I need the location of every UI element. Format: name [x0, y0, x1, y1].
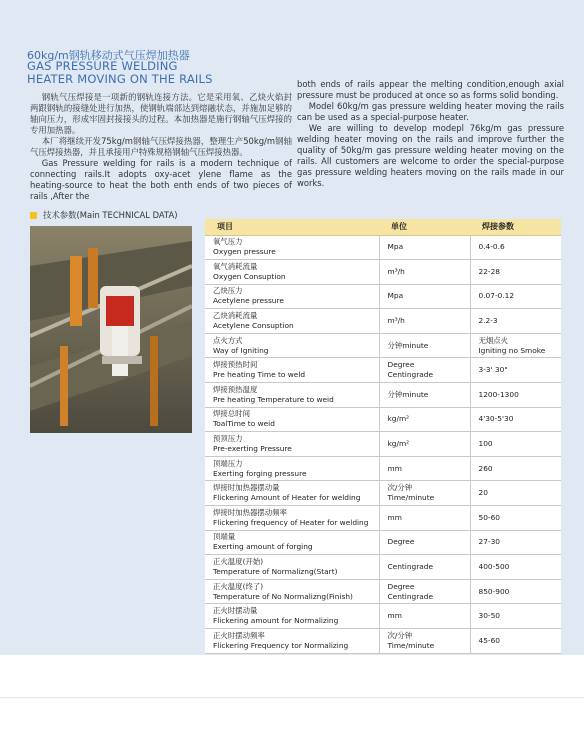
item-en: Oxygen pressure: [213, 247, 276, 257]
item-en: Exerting forging pressure: [213, 468, 307, 478]
unit-cell: [379, 260, 470, 285]
value-cell: [470, 530, 561, 555]
value-line1: 50-60: [478, 512, 500, 522]
unit-line1: Degree: [387, 581, 415, 591]
footer-divider: [0, 697, 584, 698]
unit-line1: kg/m²: [387, 439, 410, 449]
table-row: [205, 309, 561, 334]
value-line1: 1200-1300: [478, 389, 519, 399]
table-row: [205, 358, 561, 383]
tech-data-heading-label: 技术参数(Main TECHNICAL DATA): [43, 210, 178, 220]
item-cell: [205, 456, 379, 481]
value-cell: [470, 604, 561, 629]
item-en: Exerting amount of forging: [213, 542, 313, 552]
table-row: [205, 407, 561, 432]
header-unit: 单位: [379, 219, 470, 235]
item-cn: 正火温度(开始): [213, 557, 264, 567]
intro-cn-paragraph-1: 钢轨气压焊接是一项新的钢轨连接方法。它是采用氧、乙炔火焰封两跟钢轨的接缝处进行加热，使钢轨端部达到熔融状态，并施加足够的轴向压力，形成牢固封接接头的过程。本加热器是施行钢轴气压焊接的专用加热器。: [30, 92, 292, 135]
item-cell: [205, 432, 379, 457]
value-cell: [470, 629, 561, 654]
unit-cell: [379, 383, 470, 408]
value-line1: 无烟点火: [478, 335, 509, 345]
item-en: Acetylene pressure: [213, 296, 284, 306]
footer-area: [0, 655, 584, 744]
item-cell: [205, 235, 379, 260]
unit-line1: 分钟minute: [387, 340, 429, 350]
value-line2: Igniting no Smoke: [478, 345, 546, 355]
item-cn: 点火方式: [213, 335, 243, 345]
title-english: [27, 60, 213, 86]
item-cn: 焊接时加热器摆动频率: [213, 507, 287, 517]
item-cn: 氧气消耗流量: [213, 261, 258, 271]
unit-line1: mm: [387, 611, 402, 621]
unit-cell: [379, 506, 470, 531]
table-row: [205, 432, 561, 457]
item-cn: 顶端压力: [213, 458, 243, 468]
value-cell: [470, 235, 561, 260]
item-cell: [205, 530, 379, 555]
unit-line1: 次/分钟: [387, 483, 413, 493]
table-row: [205, 456, 561, 481]
value-line1: 20: [478, 488, 488, 498]
unit-line2: Centingrade: [387, 591, 434, 601]
unit-line1: 分钟minute: [387, 389, 429, 399]
item-cn: 预顶压力: [213, 434, 243, 444]
item-cell: [205, 309, 379, 334]
value-cell: [470, 407, 561, 432]
item-cn: 乙炔消耗流量: [213, 311, 258, 321]
item-en: Acetylene Consuption: [213, 321, 294, 331]
intro-en-paragraph-1-continued: both ends of rails appear the melting condition,enough axial pressure must be produced at once so as forms solid bonding.: [297, 79, 564, 100]
item-cell: [205, 333, 379, 358]
table-row: [205, 629, 561, 654]
table-row: [205, 555, 561, 580]
unit-cell: [379, 604, 470, 629]
value-cell: [470, 456, 561, 481]
value-line1: 0.4-0.6: [478, 242, 505, 252]
tech-data-table: [205, 219, 561, 654]
value-cell: [470, 432, 561, 457]
item-en: Temperature of Normalizng(Start): [213, 567, 338, 577]
item-cn: 正火时摆动量: [213, 606, 258, 616]
intro-right-column: [297, 79, 564, 189]
table-row: [205, 260, 561, 285]
value-cell: [470, 383, 561, 408]
item-cell: [205, 481, 379, 506]
item-cn: 氧气压力: [213, 237, 243, 247]
title-english-line1: GAS PRESSURE WELDING: [27, 59, 178, 73]
unit-cell: [379, 309, 470, 334]
table-header-row: [205, 219, 561, 235]
unit-cell: [379, 555, 470, 580]
table-row: [205, 333, 561, 358]
item-en: Pre heating Time to weld: [213, 370, 306, 380]
unit-cell: [379, 456, 470, 481]
item-cell: [205, 506, 379, 531]
title-english-line2: HEATER MOVING ON THE RAILS: [27, 72, 213, 86]
item-en: Temperature of No Normalizng(Finish): [213, 591, 353, 601]
tech-data-heading: [30, 209, 177, 221]
item-cn: 乙炔压力: [213, 286, 243, 296]
unit-cell: [379, 235, 470, 260]
item-cn: 正火时摆动频率: [213, 630, 265, 640]
value-cell: [470, 358, 561, 383]
item-cell: [205, 629, 379, 654]
item-en: ToalTime to weid: [213, 419, 275, 429]
value-cell: [470, 309, 561, 334]
item-en: Flickering Amount of Heater for welding: [213, 493, 361, 503]
value-line1: 100: [478, 439, 493, 449]
value-line1: 4'30-5'30: [478, 414, 514, 424]
item-cell: [205, 358, 379, 383]
item-en: Oxygen Consuption: [213, 271, 286, 281]
table-row: [205, 383, 561, 408]
unit-line1: mm: [387, 463, 402, 473]
intro-en-paragraph-1: Gas Pressure welding for rails is a modern technique of connecting rails.It adopts oxy-acet ylene flame as the heating-source to heat the both enth ends of two pieces of rails ,After the: [30, 158, 292, 201]
value-cell: [470, 579, 561, 604]
intro-cn-paragraph-2: 本厂将继续开发75kg/m钢轴气压焊接热器，整理生产50kg/m钢轴气压焊接热器，并且承接用户特殊规格钢轴气压焊接热器。: [30, 136, 292, 157]
item-cell: [205, 604, 379, 629]
item-en: Pre heating Temperature to weid: [213, 394, 334, 404]
item-cn: 焊接时加热器摆动量: [213, 483, 280, 493]
item-en: Flickering amount for Normalizing: [213, 616, 339, 626]
value-line1: 260: [478, 463, 493, 473]
value-line1: 22-28: [478, 266, 500, 276]
table-row: [205, 481, 561, 506]
item-en: Flickering frequency of Heater for welding: [213, 517, 369, 527]
value-line1: 850-900: [478, 586, 510, 596]
unit-line1: Mpa: [387, 242, 404, 252]
value-line1: 27-30: [478, 537, 500, 547]
intro-en-paragraph-2: Model 60kg/m gas pressure welding heater moving the rails can be used as a special-purpose heater.: [297, 101, 564, 122]
intro-en-paragraph-3: We are willing to develop modepl 76kg/m gas pressure welding heater moving on the rails and improve further the quality of 50kg/m gas pressure welding heater moving on the rails. All customers are welcome to order the special-purpose gas pressure welding heaters moving on the rails made in our works.: [297, 123, 564, 188]
value-line1: 400-500: [478, 562, 510, 572]
item-cn: 焊接总时间: [213, 409, 250, 419]
bullet-icon: [30, 212, 37, 219]
unit-line1: mm: [387, 512, 402, 522]
value-cell: [470, 333, 561, 358]
unit-line1: Mpa: [387, 291, 404, 301]
unit-line1: Centingrade: [387, 562, 434, 572]
item-en: Way of Igniting: [213, 345, 269, 355]
unit-line1: Degree: [387, 360, 415, 370]
heater-photo-image: [30, 226, 192, 433]
table-row: [205, 506, 561, 531]
value-line1: 45-60: [478, 635, 500, 645]
unit-cell: [379, 284, 470, 309]
item-en: Flickering Frequency tor Normalizing: [213, 640, 349, 650]
item-cn: 正火温度(终了): [213, 581, 264, 591]
value-line1: 2.2-3: [478, 316, 498, 326]
intro-left-column: [30, 92, 292, 202]
value-cell: [470, 506, 561, 531]
unit-line1: 次/分钟: [387, 630, 413, 640]
unit-line1: Degree: [387, 537, 415, 547]
item-cell: [205, 383, 379, 408]
value-line1: 3-3' 30": [478, 365, 508, 375]
unit-cell: [379, 407, 470, 432]
item-cn: 焊接预热温度: [213, 384, 258, 394]
unit-line1: m³/h: [387, 316, 405, 326]
header-item: 项目: [205, 219, 379, 235]
item-cell: [205, 407, 379, 432]
unit-cell: [379, 481, 470, 506]
unit-line2: Centingrade: [387, 370, 434, 380]
unit-cell: [379, 579, 470, 604]
table-row: [205, 604, 561, 629]
heater-photo: [30, 226, 192, 433]
value-cell: [470, 260, 561, 285]
item-cell: [205, 555, 379, 580]
table-row: [205, 235, 561, 260]
unit-line1: m³/h: [387, 266, 405, 276]
table-row: [205, 284, 561, 309]
item-cell: [205, 284, 379, 309]
item-cell: [205, 260, 379, 285]
header-parameter: 焊接参数: [470, 219, 561, 235]
unit-cell: [379, 530, 470, 555]
unit-line1: kg/m²: [387, 414, 410, 424]
unit-cell: [379, 333, 470, 358]
item-en: Pre-exerting Pressure: [213, 444, 292, 454]
value-cell: [470, 481, 561, 506]
unit-line2: Time/minute: [387, 493, 435, 503]
table-row: [205, 530, 561, 555]
value-line1: 0.07-0.12: [478, 291, 515, 301]
unit-line2: Time/minute: [387, 640, 435, 650]
table-row: [205, 579, 561, 604]
value-cell: [470, 284, 561, 309]
unit-cell: [379, 358, 470, 383]
item-cn: 焊接预热时间: [213, 360, 258, 370]
title-chinese: 60kg/m钢轨移动式气压焊加热器: [27, 49, 190, 62]
unit-cell: [379, 432, 470, 457]
value-line1: 30-50: [478, 611, 500, 621]
unit-cell: [379, 629, 470, 654]
item-cn: 顶端量: [213, 532, 236, 542]
item-cell: [205, 579, 379, 604]
value-cell: [470, 555, 561, 580]
